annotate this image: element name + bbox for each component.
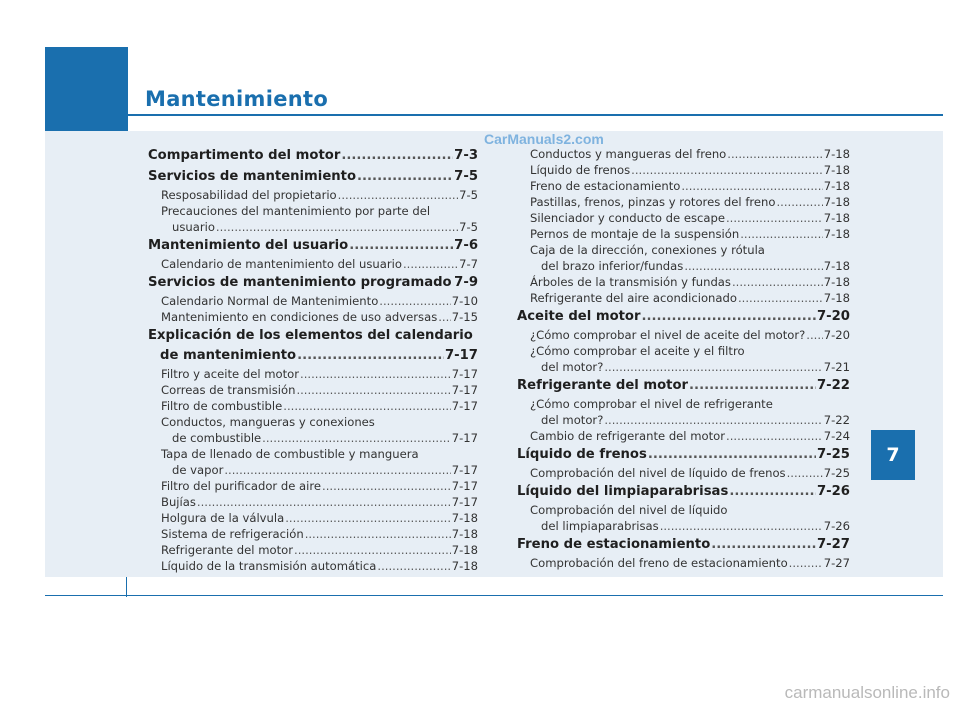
toc-page: 7-18 [823, 147, 850, 161]
toc-label: de vapor [172, 463, 224, 477]
toc-label: del limpiaparabrisas [541, 519, 659, 533]
toc-label: Comprobación del nivel de líquido [530, 503, 728, 517]
toc-page: 7-17 [451, 479, 478, 493]
toc-label: Líquido de frenos [530, 163, 631, 177]
toc-section[interactable] [148, 236, 478, 256]
toc-entry[interactable] [148, 382, 478, 398]
toc-label: Mantenimiento del usuario [148, 238, 349, 253]
toc-section[interactable] [148, 273, 478, 293]
toc-page: 7-21 [823, 360, 850, 374]
toc-entry[interactable] [517, 162, 850, 178]
toc-page: 7-24 [823, 429, 850, 443]
toc-section[interactable] [148, 167, 478, 187]
toc-page: 7-5 [459, 220, 478, 234]
page-title: Mantenimiento [145, 87, 329, 111]
toc-section[interactable] [517, 535, 850, 555]
toc-page: 7-20 [823, 328, 850, 342]
toc-section[interactable] [148, 146, 478, 166]
toc-label: Conductos y mangueras del freno [530, 147, 727, 161]
toc-page: 7-20 [816, 309, 850, 324]
toc-label: Caja de la dirección, conexiones y rótula [530, 243, 765, 257]
toc-page: 7-18 [823, 195, 850, 209]
footer-rule [45, 595, 943, 596]
toc-page: 7-6 [454, 238, 478, 253]
toc-label: Servicios de mantenimiento [148, 169, 357, 184]
toc-page: 7-25 [816, 447, 850, 462]
toc-label: Sistema de refrigeración [161, 527, 304, 541]
toc-label: Filtro de combustible [161, 399, 283, 413]
toc-section[interactable] [517, 376, 850, 396]
toc-page: 7-17 [451, 383, 478, 397]
toc-page: 7-18 [451, 511, 478, 525]
toc-label: Refrigerante del motor [517, 378, 689, 393]
toc-entry-continued[interactable] [517, 518, 850, 534]
toc-label: Cambio de refrigerante del motor [530, 429, 726, 443]
toc-page: 7-18 [823, 291, 850, 305]
toc-section[interactable] [517, 482, 850, 502]
toc-entry[interactable] [148, 398, 478, 414]
toc-entry[interactable] [148, 293, 478, 309]
toc-label: Precauciones del mantenimiento por parte del [161, 204, 431, 218]
toc-label: del motor? [541, 413, 604, 427]
toc-page: 7-25 [823, 466, 850, 480]
toc-page: 7-17 [451, 367, 478, 381]
toc-label: Holgura de la válvula [161, 511, 285, 525]
toc-page: 7-18 [451, 543, 478, 557]
header-color-block [45, 47, 128, 131]
toc-page: 7-26 [823, 519, 850, 533]
toc-label: del brazo inferior/fundas [541, 259, 684, 273]
toc-page: 7-18 [823, 275, 850, 289]
toc-page: 7-17 [451, 463, 478, 477]
toc-entry[interactable] [517, 343, 850, 359]
toc-page: 7-7 [459, 257, 478, 271]
toc-entry[interactable] [148, 366, 478, 382]
toc-entry[interactable] [517, 242, 850, 258]
toc-label: Líquido de frenos [517, 447, 647, 462]
toc-entry[interactable] [517, 502, 850, 518]
toc-page: 7-27 [823, 556, 850, 570]
toc-entry[interactable] [148, 478, 478, 494]
toc-entry[interactable] [148, 494, 478, 510]
toc-entry[interactable] [517, 274, 850, 290]
chapter-tab[interactable]: 7 [871, 430, 915, 480]
toc-entry[interactable] [517, 555, 850, 571]
toc-entry[interactable] [517, 210, 850, 226]
toc-label: Comprobación del nivel de líquido de frenos [530, 466, 786, 480]
toc-page: 7-18 [823, 211, 850, 225]
toc-label: Líquido del limpiaparabrisas [517, 484, 729, 499]
toc-entry-continued[interactable] [517, 258, 850, 274]
toc-entry[interactable] [148, 542, 478, 558]
toc-label: ¿Cómo comprobar el nivel de aceite del motor? [530, 328, 806, 342]
toc-label: Refrigerante del aire acondicionado [530, 291, 737, 305]
toc-entry-continued[interactable] [517, 359, 850, 375]
toc-entry[interactable] [148, 558, 478, 574]
toc-entry-continued[interactable] [517, 412, 850, 428]
toc-entry-continued[interactable] [148, 430, 478, 446]
toc-page: 7-18 [451, 559, 478, 573]
toc-page: 7-18 [451, 527, 478, 541]
toc-label: Conductos, mangueras y conexiones [161, 415, 375, 429]
toc-entry[interactable] [517, 226, 850, 242]
toc-label: Freno de estacionamiento [530, 179, 681, 193]
toc-page: 7-15 [451, 310, 478, 324]
toc-label: Filtro del purificador de aire [161, 479, 322, 493]
toc-label: ¿Cómo comprobar el nivel de refrigerante [530, 397, 773, 411]
title-underline [128, 114, 943, 116]
toc-page: 7-5 [459, 188, 478, 202]
toc-entry[interactable] [517, 290, 850, 306]
toc-section[interactable] [148, 326, 478, 346]
toc-label: Servicios de mantenimiento programado [148, 275, 452, 290]
toc-page: 7-18 [823, 259, 850, 273]
toc-page: 7-18 [823, 163, 850, 177]
toc-page: 7-3 [454, 148, 478, 163]
toc-entry-continued[interactable] [148, 462, 478, 478]
watermark-top: CarManuals2.com [484, 131, 604, 147]
toc-label: Aceite del motor [517, 309, 641, 324]
toc-label: Filtro y aceite del motor [161, 367, 300, 381]
toc-page: 7-17 [451, 431, 478, 445]
toc-entry[interactable] [517, 327, 850, 343]
toc-right-column [517, 146, 850, 571]
toc-page: 7-17 [451, 495, 478, 509]
toc-label: Correas de transmisión [161, 383, 296, 397]
toc-page: 7-10 [451, 294, 478, 308]
toc-label: Bujías [161, 495, 196, 509]
watermark-bottom: carmanualsonline.info [784, 683, 950, 702]
toc-entry[interactable] [148, 526, 478, 542]
toc-entry[interactable] [148, 203, 478, 219]
toc-entry[interactable] [517, 146, 850, 162]
toc-section[interactable] [517, 307, 850, 327]
toc-entry[interactable] [148, 510, 478, 526]
toc-label: de combustible [172, 431, 262, 445]
toc-left-column [148, 146, 478, 574]
toc-label: Compartimento del motor [148, 148, 341, 163]
toc-label: del motor? [541, 360, 604, 374]
toc-page: 7-27 [816, 537, 850, 552]
toc-label: Comprobación del freno de estacionamiento [530, 556, 788, 570]
toc-label: Refrigerante del motor [161, 543, 294, 557]
toc-entry[interactable] [517, 178, 850, 194]
toc-page: 7-9 [454, 275, 478, 290]
toc-entry[interactable] [148, 256, 478, 272]
toc-page: 7-17 [451, 399, 478, 413]
toc-entry[interactable] [517, 428, 850, 444]
toc-label: Freno de estacionamiento [517, 537, 711, 552]
toc-page: 7-22 [816, 378, 850, 393]
toc-label: Silenciador y conducto de escape [530, 211, 725, 225]
toc-label: Líquido de la transmisión automática [161, 559, 377, 573]
toc-entry-continued[interactable] [148, 219, 478, 235]
toc-label: ¿Cómo comprobar el aceite y el filtro [530, 344, 745, 358]
toc-label: Árboles de la transmisión y fundas [530, 275, 731, 289]
toc-label: Resposabilidad del propietario [161, 188, 337, 202]
toc-label: Tapa de llenado de combustible y manguera [161, 447, 419, 461]
toc-entry[interactable] [148, 187, 478, 203]
toc-page: 7-17 [444, 348, 478, 363]
toc-label: Mantenimiento en condiciones de uso adversas [161, 310, 438, 324]
toc-label: Calendario de mantenimiento del usuario [161, 257, 402, 271]
toc-entry[interactable] [517, 465, 850, 481]
toc-page: 7-5 [454, 169, 478, 184]
toc-page: 7-26 [816, 484, 850, 499]
toc-page: 7-22 [823, 413, 850, 427]
toc-entry[interactable] [517, 396, 850, 412]
toc-section-continued[interactable] [148, 346, 478, 366]
toc-section[interactable] [517, 445, 850, 465]
toc-label: Pernos de montaje de la suspensión [530, 227, 740, 241]
toc-entry[interactable] [148, 446, 478, 462]
toc-label: Calendario Normal de Mantenimiento [161, 294, 379, 308]
toc-page: 7-18 [823, 227, 850, 241]
toc-entry[interactable] [148, 414, 478, 430]
toc-label: usuario [172, 220, 215, 234]
toc-entry[interactable] [517, 194, 850, 210]
toc-entry[interactable] [148, 309, 478, 325]
toc-label: Pastillas, frenos, pinzas y rotores del freno [530, 195, 776, 209]
toc-page: 7-18 [823, 179, 850, 193]
toc-label: Explicación de los elementos del calendario [148, 328, 473, 343]
toc-label: de mantenimiento [160, 348, 297, 363]
